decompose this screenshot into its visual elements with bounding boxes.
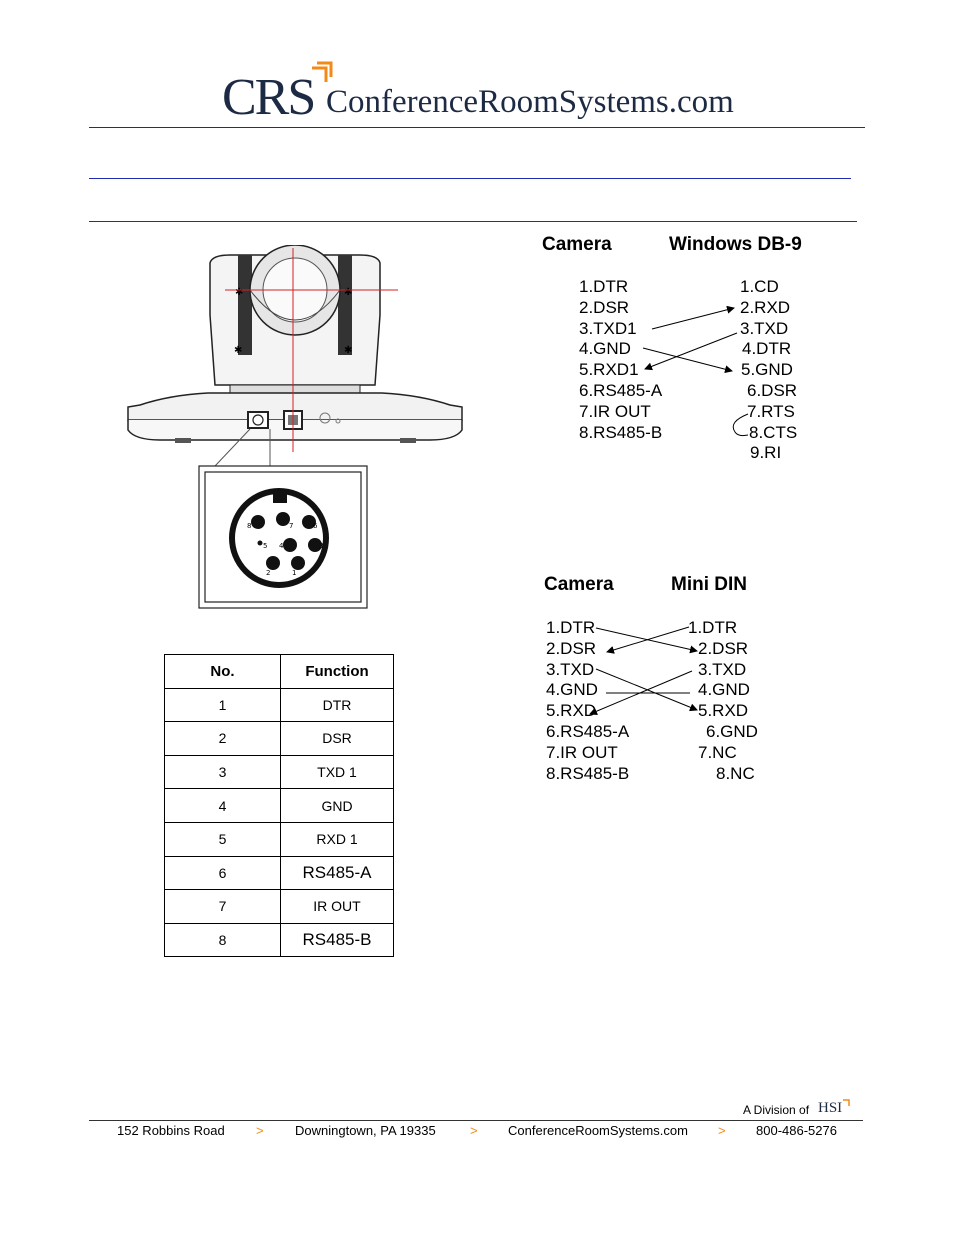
db9-pc-pin: 5.GND: [741, 360, 793, 380]
division-prefix: A Division of: [743, 1103, 810, 1117]
minidin-pc-pin: 7.NC: [698, 742, 737, 762]
minidin-wiring-lines: [580, 615, 710, 725]
minidin-pc-pin: 2.DSR: [698, 638, 749, 658]
din-pin-7: [276, 512, 290, 526]
table-cell-function: TXD 1: [281, 755, 394, 789]
din-pin-4: [283, 538, 297, 552]
db9-pc-pin: 3.TXD: [740, 318, 789, 338]
footer-phone: 800-486-5276: [756, 1123, 837, 1138]
din-pin-8: [251, 515, 265, 529]
hsi-mark-icon: [842, 1097, 852, 1107]
table-cell-function: DTR: [281, 688, 394, 722]
db9-cam-pin: 5.RXD1: [579, 360, 639, 380]
header-rule: [89, 127, 865, 128]
din-pin-1: [291, 556, 305, 570]
minidin-cam-pin: 4.GND: [546, 680, 598, 700]
table-cell-function: RS485-B: [281, 923, 394, 957]
table-cell-no: 6: [165, 856, 281, 890]
din-pin-5: [258, 541, 263, 546]
db9-pc-pin: 4.DTR: [742, 339, 792, 359]
svg-text:✱: ✱: [235, 287, 244, 298]
svg-text:✱: ✱: [344, 345, 353, 356]
minidin-pc-pin: 8.NC: [716, 763, 755, 783]
table-cell-function: IR OUT: [281, 890, 394, 924]
minidin-cam-pin: 2.DSR: [546, 638, 597, 658]
minidin-pc-pin: 5.RXD: [698, 701, 749, 721]
db9-wiring-lines: [600, 295, 760, 445]
svg-text:3: 3: [319, 542, 324, 550]
table-header-row: [165, 655, 394, 689]
pin-function-table: [164, 654, 394, 957]
camera-rear-illustration: [120, 245, 470, 615]
minidin-cam-pin: 8.RS485-B: [546, 763, 630, 783]
table-cell-function: GND: [281, 789, 394, 823]
svg-text:7: 7: [289, 522, 294, 530]
table-cell-no: 7: [165, 890, 281, 924]
division-brand: HSI: [818, 1100, 843, 1116]
table-row: [165, 755, 394, 789]
minidin-pc-pin: 1.DTR: [688, 618, 738, 637]
minidin-pc-pin: 4.GND: [698, 680, 750, 700]
logo-mark-icon: [310, 60, 334, 84]
footer-separator-icon: >: [256, 1123, 264, 1138]
svg-text:5: 5: [263, 542, 268, 550]
footer-separator-icon: >: [470, 1123, 478, 1138]
svg-text:✱: ✱: [344, 287, 353, 298]
db9-cam-pin: 2.DSR: [579, 297, 630, 317]
minidin-pc-pin: 6.GND: [706, 721, 758, 741]
table-row: [165, 856, 394, 890]
table-row: [165, 688, 394, 722]
table-cell-no: 2: [165, 722, 281, 756]
db9-cam-pin: 6.RS485-A: [579, 380, 663, 400]
db9-pc-pin: 1.CD: [740, 277, 779, 296]
db9-pc-pin: 8.CTS: [749, 422, 798, 442]
svg-text:1: 1: [292, 569, 297, 577]
minidin-cam-pin: 5.RXD: [546, 701, 597, 721]
db9-title-camera: Camera: [542, 234, 612, 255]
table-cell-no: 4: [165, 789, 281, 823]
db9-cam-pin: 8.RS485-B: [579, 422, 663, 442]
table-header-function: Function: [281, 655, 394, 689]
db9-title-pc: Windows DB-9: [669, 234, 802, 255]
title-rule-2: [89, 221, 857, 222]
din-pin-2: [266, 556, 280, 570]
db9-cam-pin: 4.GND: [579, 339, 631, 359]
minidin-title-pc: Mini DIN: [671, 574, 747, 595]
footer-website-link[interactable]: ConferenceRoomSystems.com: [508, 1123, 688, 1138]
db9-pc-pin: 9.RI: [750, 443, 782, 463]
svg-text:2: 2: [266, 569, 271, 577]
table-row: [165, 890, 394, 924]
table-cell-no: 5: [165, 822, 281, 856]
table-row: [165, 722, 394, 756]
minidin-cam-pin: 6.RS485-A: [546, 721, 630, 741]
footer-address: 152 Robbins Road: [117, 1123, 225, 1138]
db9-pc-pin: 7.RTS: [747, 401, 795, 421]
table-row: [165, 822, 394, 856]
minidin-pc-pin: 3.TXD: [698, 659, 747, 679]
db9-cam-pin: 3.TXD1: [579, 318, 637, 338]
db9-cam-pin: 7.IR OUT: [579, 401, 651, 421]
table-row: [165, 789, 394, 823]
svg-text:8: 8: [247, 522, 252, 530]
table-cell-function: DSR: [281, 722, 394, 756]
footer-city: Downingtown, PA 19335: [295, 1123, 436, 1138]
minidin-cam-pin: 3.TXD: [546, 659, 595, 679]
db9-pc-pin: 2.RXD: [740, 297, 791, 317]
table-cell-function: RXD 1: [281, 822, 394, 856]
footer-rule: [89, 1120, 863, 1121]
table-row: [165, 923, 394, 957]
title-rule-1: [89, 178, 851, 179]
svg-text:✱: ✱: [234, 345, 243, 356]
svg-text:4: 4: [279, 542, 284, 550]
logo-crs: CRS: [222, 69, 315, 126]
table-cell-no: 8: [165, 923, 281, 957]
table-cell-no: 3: [165, 755, 281, 789]
minidin-cam-pin: 7.IR OUT: [546, 742, 618, 762]
table-cell-function: RS485-A: [281, 856, 394, 890]
minidin-cam-pin: 1.DTR: [546, 618, 596, 637]
db9-pc-pin: 6.DSR: [747, 380, 798, 400]
table-header-no: No.: [165, 655, 281, 689]
db9-cam-pin: 1.DTR: [579, 277, 629, 296]
svg-text:6: 6: [313, 522, 318, 530]
table-cell-no: 1: [165, 688, 281, 722]
footer-separator-icon: >: [718, 1123, 726, 1138]
minidin-title-camera: Camera: [544, 574, 614, 595]
logo-site: ConferenceRoomSystems.com: [326, 84, 734, 120]
